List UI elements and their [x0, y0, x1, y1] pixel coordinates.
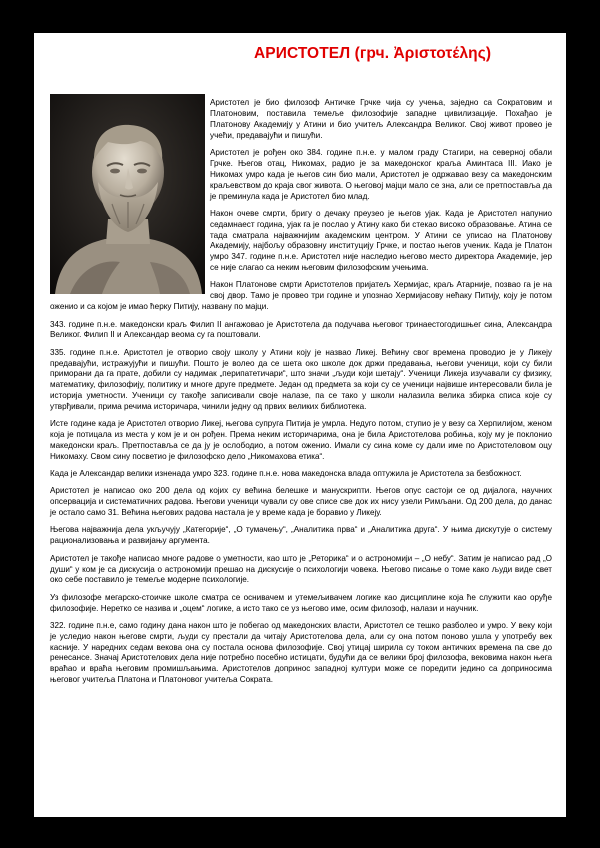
paragraph-birth: Аристотел је рођен око 384. године п.н.е. у малом граду Стагири, на северној обали Грчке. Његов отац, Никомах, радио је за македонског краља Аминтаса III. Иако је Никомах умро када је његов син био мали, Аристотел је одржавао везу са македонским краљевством до краја свог живота. О његовој мајци мало се зна, али се претпоставља да је преминула када је Аристотел био млад.: [210, 147, 552, 201]
paragraph-art-astronomy: Аристотел је такође написао многе радове о уметности, као што је „Реторика“ и о астрономији – „О небу“. Затим је написао рад „О души“ у ком је са дискусија о астрономији прешао на дискусије о психологији човека. Његово писање о томе како људи виде свет око себе поставило је темеље модерне психологије.: [50, 553, 552, 585]
paragraph-major-works: Његова најважнија дела укључују „Категорије“, „О тумачењу“, „Аналитика прва“ и „Аналитика друга“. У њима дискутује о систему рационализовања и развијању аргумента.: [50, 525, 552, 546]
paragraph-education: Након очеве смрти, бригу о дечаку преузео је његов ујак. Када је Аристотел напунио седамнаест година, ујак га је послао у Атину како би стекао високо образовање. Атина се тада сматрала најважнијим академским центром. У Атини се уписао на Платонову Академију, најбољу образовну институцију Грчке, и постао његов ученик. Када је Платон умро 347. године п.н.е. Аристотел није наследио његово место директора Академије, јер се није слагао са неким његовим филозофским учењима.: [210, 208, 552, 273]
paragraph-logic: Уз филозофе мегарско-стоичке школе сматра се оснивачем и утемељивачем логике као дисциплине која ће служити као оруђе филозофије. Неретко се назива и „оцем“ логике, а исто тако се уз његово име, осим филозоф, налази и научник.: [50, 592, 552, 613]
paragraph-accusation: Када је Александар велики изненада умро 323. године п.н.е. нова македонска влада оптужила је Аристотела за безбожност.: [50, 469, 522, 479]
paragraph-intro: Аристотел је био филозоф Античке Грчке чија су учења, заједно са Сократовим и Платоновим, поставила темеље филозофије западне цивилизације. Похађао је Платонову Академију у Атини и био учитељ Александра Великог. Свој живот провео је учећи, предавајући и пишући.: [210, 98, 552, 140]
article-body: [50, 98, 552, 692]
page-title: АРИСТОТЕЛ (грч. Ἀριστοτέλης): [254, 45, 492, 62]
paragraph-works: Аристотел је написао око 200 дела од којих су већина белешке и манускрипти. Његов опус састоји се од дијалога, научних опсервација и систематичних радова. Његови ученици чували су ове списе све док их нису узели Римљани. Од 200 дела, до данас је остало само 31. Већина његових радова настала је у време када је боравио у Ликеју.: [50, 486, 552, 518]
document-page: [34, 33, 566, 817]
paragraph-hermias: Након Платонове смрти Аристотелов пријатељ Хермијас, краљ Атарније, позвао га је на свој двор. Тамо је провео три године и упознао Хермијасову нећаку Питију, коју је потом оженио и са којом је имао ћерку Питију, названу по мајци.: [50, 280, 552, 312]
paragraph-legacy: 322. године п.н.е, само годину дана након што је побегао од македонских власти, Аристотел се тешко разболео и умро. У веку који је уследио након његове смрти, људи су престали да читају Аристотелова дела, али су она потом поново ушла у употребу век касније. У наредних седам векова она су постала основа филозофије. Свој утицај ширила су током античких времена па све до ренесансе. Значај Аристотелових дела није потребно посебно истицати, будући да се велики број филозофа, вековима након њега враћао и враћа његовим промишљањима. Аристотелов допринос западној култури може се поредити једино са доприносима његовог учитеља Платона и Платоновог учитеља Сократа.: [50, 620, 552, 685]
paragraph-lyceum: 335. године п.н.е. Аристотел је отворио своју школу у Атини коју је назвао Ликеј. Већину свог времена проводио је у Ликеју предавајући, истражујући и пишући. Пошто је волео да се шета око школе док држи предавања, његови ученици, који су били приморани да га прате, добили су надимак „перипатетичари“, што значи „људи који шетају“. Ученици Ликеја изучавали су физику, математику, филозофију, политику и многе друге предмете. Један од предмета за који су се ученици највише интересовали била је историја уметности. Ученици су такође записивали своје налазе, па се тако у школи налазила велика збирка списа које су утврђивали, прима речима историчара, чинили једну од првих великих библиотека.: [50, 347, 552, 412]
paragraph-family: Исте године када је Аристотел отворио Ликеј, његова супруга Питија је умрла. Недуго потом, ступио је у везу са Херпилијом, женом која је потицала из места у ком је и он рођен. Према неким историчарима, она је била Аристотелова робиња, коју му је поклонио македонски краљ. Претпоставља се да ју је ослободио, а потом оженио. Имали су сина коме су дали име по Аристотеловом оцу Никомаху. Свом сину посветио је филозофско дело „Никомахова етика“.: [50, 419, 552, 462]
paragraph-philip: 343. године п.н.е. македонски краљ Филип II ангажовао је Аристотела да подучава његовог тринаестогодишњег сина, Александра Великог. Филип II и Александар веома су га поштовали.: [50, 319, 552, 340]
